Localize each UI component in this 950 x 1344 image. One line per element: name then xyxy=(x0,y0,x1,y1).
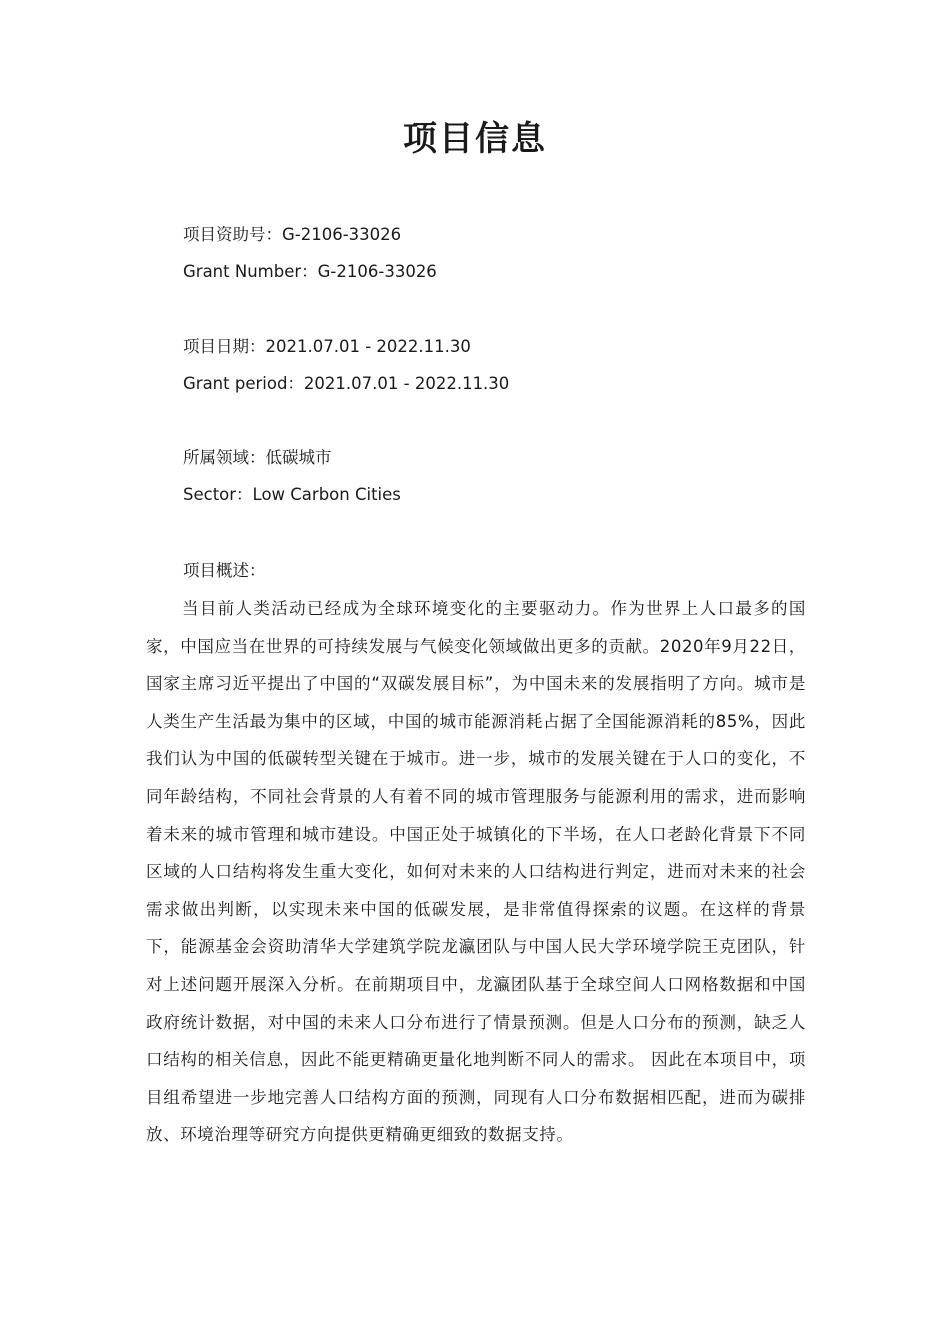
grant-number-en: Grant Number：G-2106-33026 xyxy=(183,262,437,281)
sector-block xyxy=(183,439,823,513)
sector-cn: 所属领域：低碳城市 xyxy=(183,448,332,467)
summary-label: 项目概述： xyxy=(183,561,266,580)
grant-period-en: Grant period：2021.07.01 - 2022.11.30 xyxy=(183,374,510,393)
grant-number-block xyxy=(183,216,823,290)
summary-paragraph: 当目前人类活动已经成为全球环境变化的主要驱动力。作为世界上人口最多的国家，中国应当在世界的可持续发展与气候变化领域做出更多的贡献。2020年9月22日，国家主席习近平提出了中国的“双碳发展目标”，为中国未来的发展指明了方向。城市是人类生产生活最为集中的区域，中国的城市能源消耗占据了全国能源消耗的85%，因此我们认为中国的低碳转型关键在于城市。进一步，城市的发展关键在于人口的变化，不同年龄结构，不同社会背景的人有着不同的城市管理服务与能源利用的需求，进而影响着未来的城市管理和城市建设。中国正处于城镇化的下半场，在人口老龄化背景下不同区域的人口结构将发生重大变化，如何对未来的人口结构进行判定，进而对未来的社会需求做出判断，以实现未来中国的低碳发展，是非常值得探索的议题。在这样的背景下，能源基金会资助清华大学建筑学院龙瀛团队与中国人民大学环境学院王克团队，针对上述问题开展深入分析。在前期项目中，龙瀛团队基于全球空间人口网格数据和中国政府统计数据，对中国的未来人口分布进行了情景预测。但是人口分布的预测，缺乏人口结构的相关信息，因此不能更精确更量化地判断不同人的需求。 因此在本项目中，项目组希望进一步地完善人口结构方面的预测，同现有人口分布数据相匹配，进而为碳排放、环境治理等研究方向提供更精确更细致的数据支持。 xyxy=(146,599,806,1145)
grant-number-cn: 项目资助号：G-2106-33026 xyxy=(183,225,402,244)
page-title: 项目信息 xyxy=(403,119,547,159)
grant-period-block xyxy=(183,328,823,402)
sector-en: Sector：Low Carbon Cities xyxy=(183,485,401,504)
grant-period-cn: 项目日期：2021.07.01 - 2022.11.30 xyxy=(183,337,471,356)
